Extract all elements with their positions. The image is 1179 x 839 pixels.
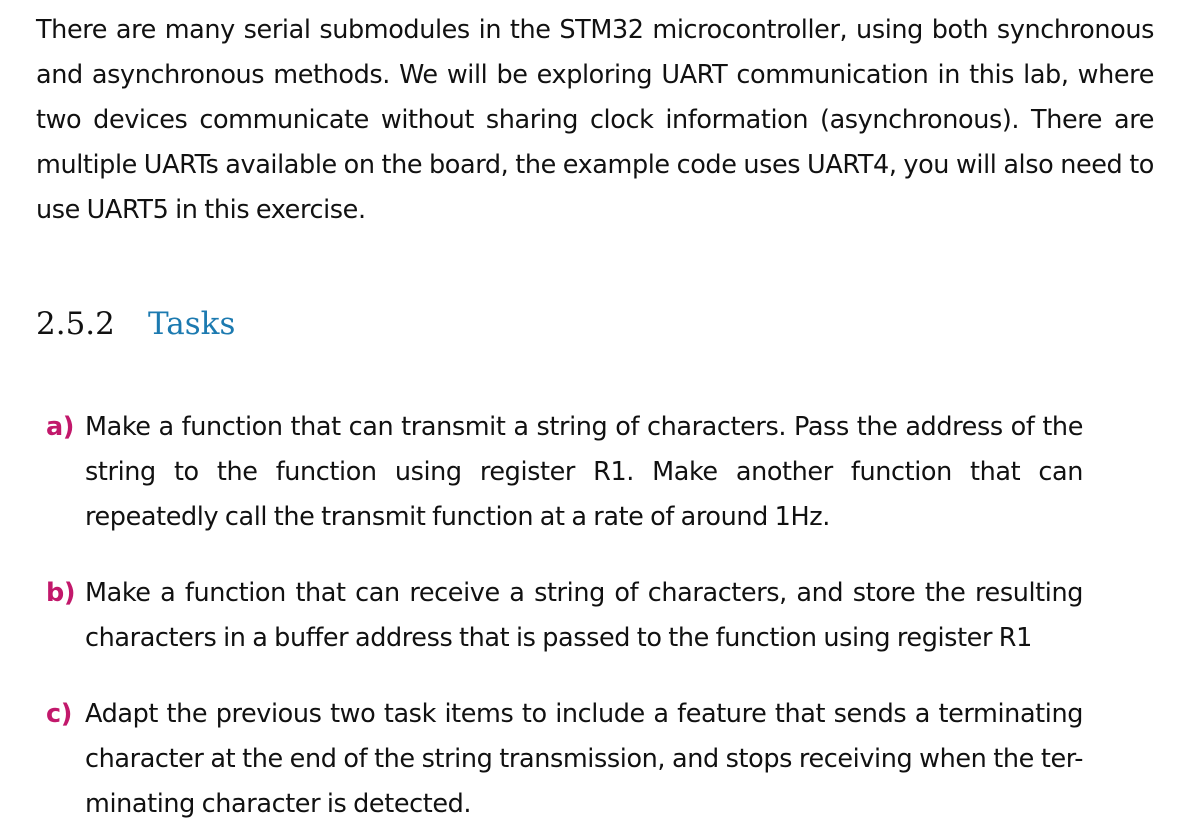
task-item-b bbox=[36, 571, 1083, 661]
section-title: Tasks bbox=[148, 306, 236, 342]
task-marker-b: b) bbox=[46, 578, 76, 608]
task-marker-a: a) bbox=[46, 412, 75, 442]
section-heading bbox=[36, 304, 235, 344]
section-number: 2.5.2 bbox=[36, 306, 115, 342]
intro-paragraph: There are many serial submodules in the STM32 microcontroller, using both synchronous and asynchronous methods. We will be exploring UART communication in this lab, where two devices communicate without sharing clock information (asynchronous). There are multiple UARTs available on the board, the example code uses UART4, you will also need to use UART5 in this exercise. bbox=[36, 15, 1154, 225]
task-marker-c: c) bbox=[46, 699, 72, 729]
task-text-a: Make a function that can transmit a string of characters. Pass the address of the string to the function using register R1. Make another function that can repeatedly call the transmit function at a rate of around 1Hz. bbox=[85, 412, 1083, 532]
task-text-b: Make a function that can receive a string of characters, and store the resulting characters in a buffer address that is passed to the function using register R1 bbox=[85, 578, 1083, 653]
task-item-a bbox=[36, 405, 1083, 540]
task-item-c bbox=[36, 692, 1083, 827]
task-text-c: Adapt the previous two task items to include a feature that sends a terminating character at the end of the string transmission, and stops receiving when the ter-minating character is detected. bbox=[85, 699, 1083, 819]
